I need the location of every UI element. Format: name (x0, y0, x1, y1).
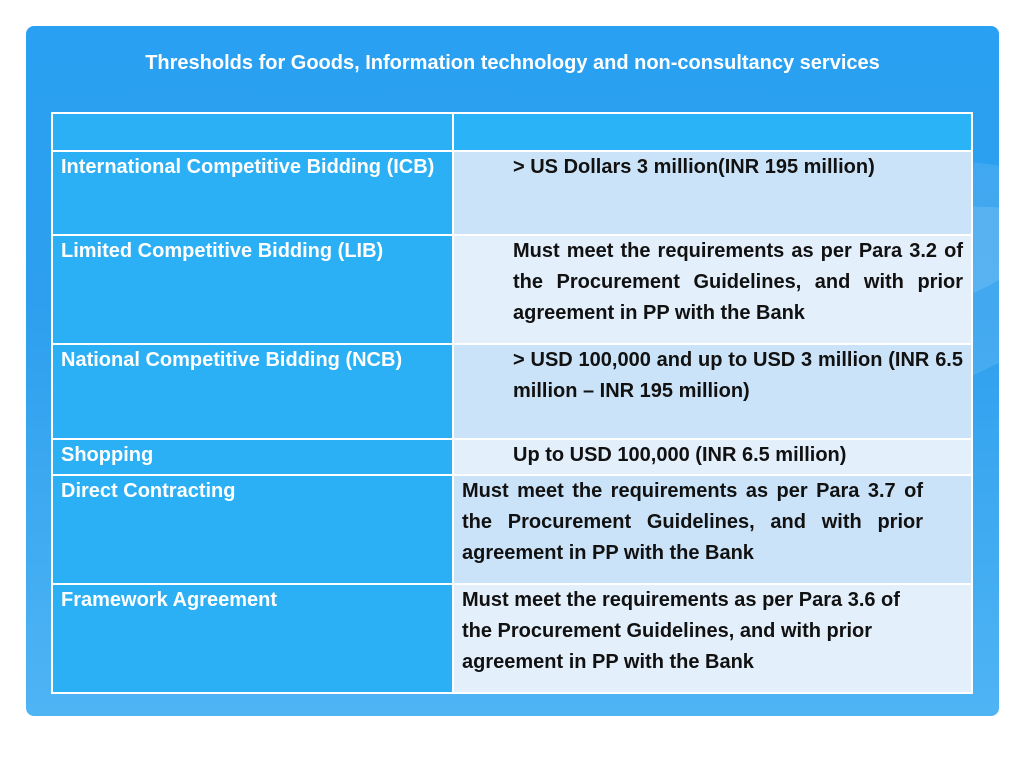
header-cell-method (52, 113, 453, 151)
threshold-cell: > US Dollars 3 million(INR 195 million) (453, 151, 972, 235)
table-row (52, 439, 972, 475)
table-row (52, 344, 972, 439)
table-row (52, 151, 972, 235)
table-row (52, 235, 972, 344)
method-cell: National Competitive Bidding (NCB) (52, 344, 453, 439)
table-row (52, 475, 972, 584)
table-row (52, 584, 972, 693)
slide-title: Thresholds for Goods, Information technology and non-consultancy services (145, 52, 880, 74)
header-cell-threshold (453, 113, 972, 151)
method-cell: Limited Competitive Bidding (LIB) (52, 235, 453, 344)
method-cell: International Competitive Bidding (ICB) (52, 151, 453, 235)
threshold-cell: Up to USD 100,000 (INR 6.5 million) (453, 439, 972, 475)
method-cell: Framework Agreement (52, 584, 453, 693)
threshold-cell: Must meet the requirements as per Para 3.6 of the Procurement Guidelines, and with prior agreement in PP with the Bank (453, 584, 972, 693)
method-cell: Shopping (52, 439, 453, 475)
threshold-cell: Must meet the requirements as per Para 3.2 of the Procurement Guidelines, and with prior agreement in PP with the Bank (453, 235, 972, 344)
threshold-cell: Must meet the requirements as per Para 3.7 of the Procurement Guidelines, and with prior agreement in PP with the Bank (453, 475, 972, 584)
table-header-row (52, 113, 972, 151)
method-cell: Direct Contracting (52, 475, 453, 584)
threshold-cell: > USD 100,000 and up to USD 3 million (INR 6.5 million – INR 195 million) (453, 344, 972, 439)
thresholds-table (51, 112, 973, 694)
